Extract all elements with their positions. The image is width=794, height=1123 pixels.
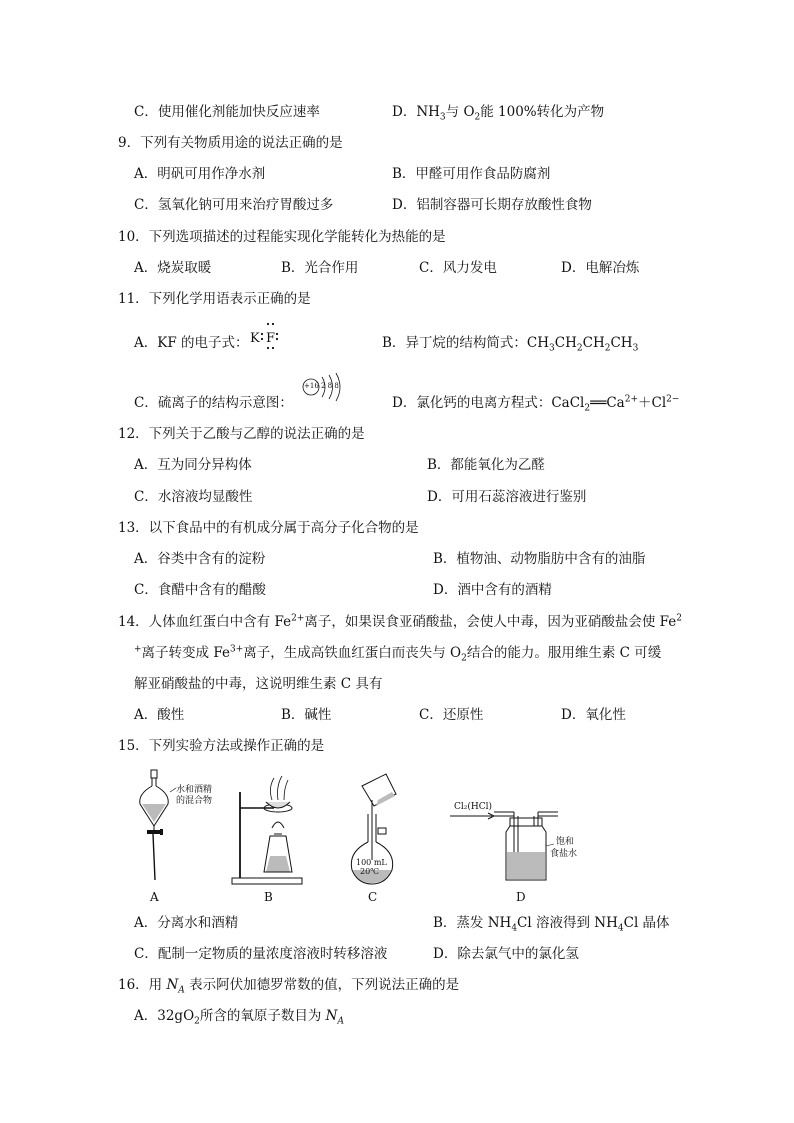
q12-option-b: B．都能氧化为乙醛 bbox=[427, 457, 545, 473]
q11-option-a: A．KF 的电子式： bbox=[134, 335, 249, 351]
figure-d-gas-washing-bottle: Cl₂(HCl) 饱和 食盐水 bbox=[446, 794, 606, 888]
figure-d-label: D bbox=[516, 890, 526, 904]
q10-option-a: A．烧炭取暖 bbox=[134, 260, 212, 276]
q11-stem: 11．下列化学用语表示正确的是 bbox=[118, 291, 311, 307]
q14-stem-line-1: 14．人体血红蛋白中含有 $Fe^{2+}$离子，如果误食亚硝酸盐，会使人中毒，因为亚硝酸盐会使 Fe$^2$ bbox=[118, 613, 683, 630]
q15-option-c: C．配制一定物质的量浓度溶液时转移溶液 bbox=[134, 946, 388, 962]
figure-b-evaporation-setup bbox=[228, 772, 324, 888]
q15-option-b: B．蒸发 $NH_4Cl$ 溶液得到 $NH_4Cl$ 晶体 bbox=[433, 915, 670, 934]
q8-option-c: C．使用催化剂能加快反应速率 bbox=[134, 104, 320, 120]
q15-option-a: A．分离水和酒精 bbox=[134, 915, 239, 931]
q10-stem: 10．下列选项描述的过程能实现化学能转化为热能的是 bbox=[118, 229, 446, 245]
q9-stem: 9．下列有关物质用途的说法正确的是 bbox=[118, 135, 343, 151]
q11-option-c: C．硫离子的结构示意图： bbox=[134, 395, 293, 411]
q16-option-a: A．$32gO_2$所含的氧原子数目为 $N_A$ bbox=[134, 1008, 344, 1027]
sulfide-ion-structure-diagram: +16 2 8 8 bbox=[298, 372, 350, 406]
kf-electron-formula bbox=[248, 318, 288, 352]
q16-stem: 16．用 $N_A$ 表示阿伏加德罗常数的值，下列说法正确的是 bbox=[118, 977, 460, 996]
q9-option-b: B．甲醛可用作食品防腐剂 bbox=[392, 166, 551, 182]
q14-stem-line-3: 解亚硝酸盐的中毒，这说明维生素 C 具有 bbox=[134, 676, 383, 692]
q14-option-d: D．氧化性 bbox=[561, 707, 626, 723]
q11-option-d: D．氯化钙的电离方程式：$CaCl_2══Ca^{2+}+Cl^{2-}$ bbox=[392, 394, 680, 414]
q9-option-a: A．明矾可用作净水剂 bbox=[134, 166, 266, 182]
figure-c-volumetric-flask-transfer: 100 mL 20℃ bbox=[342, 770, 422, 888]
svg-text:F: F bbox=[266, 331, 276, 346]
q12-option-c: C．水溶液均显酸性 bbox=[134, 489, 253, 505]
q11-option-b: B．异丁烷的结构简式：$CH_3CH_2CH_2CH_3$ bbox=[382, 335, 639, 354]
svg-text:K: K bbox=[250, 331, 260, 346]
q10-option-c: C．风力发电 bbox=[419, 260, 497, 276]
q13-option-a: A．谷类中含有的淀粉 bbox=[134, 551, 266, 567]
q8-option-d: D．$NH_3$与 $O_2$能 100%转化为产物 bbox=[392, 104, 605, 123]
figure-c-label: C bbox=[368, 890, 378, 904]
q15-option-d: D．除去氯气中的氯化氢 bbox=[433, 946, 579, 962]
q12-option-d: D．可用石蕊溶液进行鉴别 bbox=[427, 489, 587, 505]
q14-option-b: B．碱性 bbox=[281, 707, 332, 723]
q14-option-c: C．还原性 bbox=[419, 707, 484, 723]
q13-option-d: D．酒中含有的酒精 bbox=[433, 582, 552, 598]
q10-option-b: B．光合作用 bbox=[281, 260, 359, 276]
q12-option-a: A．互为同分异构体 bbox=[134, 457, 252, 473]
q13-option-c: C．食醋中含有的醋酸 bbox=[134, 582, 266, 598]
q14-option-a: A．酸性 bbox=[134, 707, 185, 723]
q12-stem: 12．下列关于乙酸与乙醇的说法正确的是 bbox=[118, 426, 365, 442]
q9-option-c: C．氢氧化钠可用来治疗胃酸过多 bbox=[134, 197, 334, 213]
q14-stem-line-2: +离子转变成 $Fe^{3+}$离子，生成高铁血红蛋白而丧失与 $O_2$结合的能力。服用维生素 C 可缓 bbox=[134, 644, 662, 664]
figure-b-label: B bbox=[264, 890, 273, 904]
q15-stem: 15．下列实验方法或操作正确的是 bbox=[118, 738, 325, 754]
q9-option-d: D．铝制容器可长期存放酸性食物 bbox=[392, 197, 592, 213]
q13-option-b: B．植物油、动物脂肪中含有的油脂 bbox=[433, 551, 646, 567]
figure-a-label: A bbox=[150, 890, 159, 904]
q13-stem: 13．以下食品中的有机成分属于高分子化合物的是 bbox=[118, 520, 419, 536]
figure-a-separatory-funnel: 水和酒精 的混合物 bbox=[130, 768, 225, 888]
q10-option-d: D．电解冶炼 bbox=[561, 260, 640, 276]
